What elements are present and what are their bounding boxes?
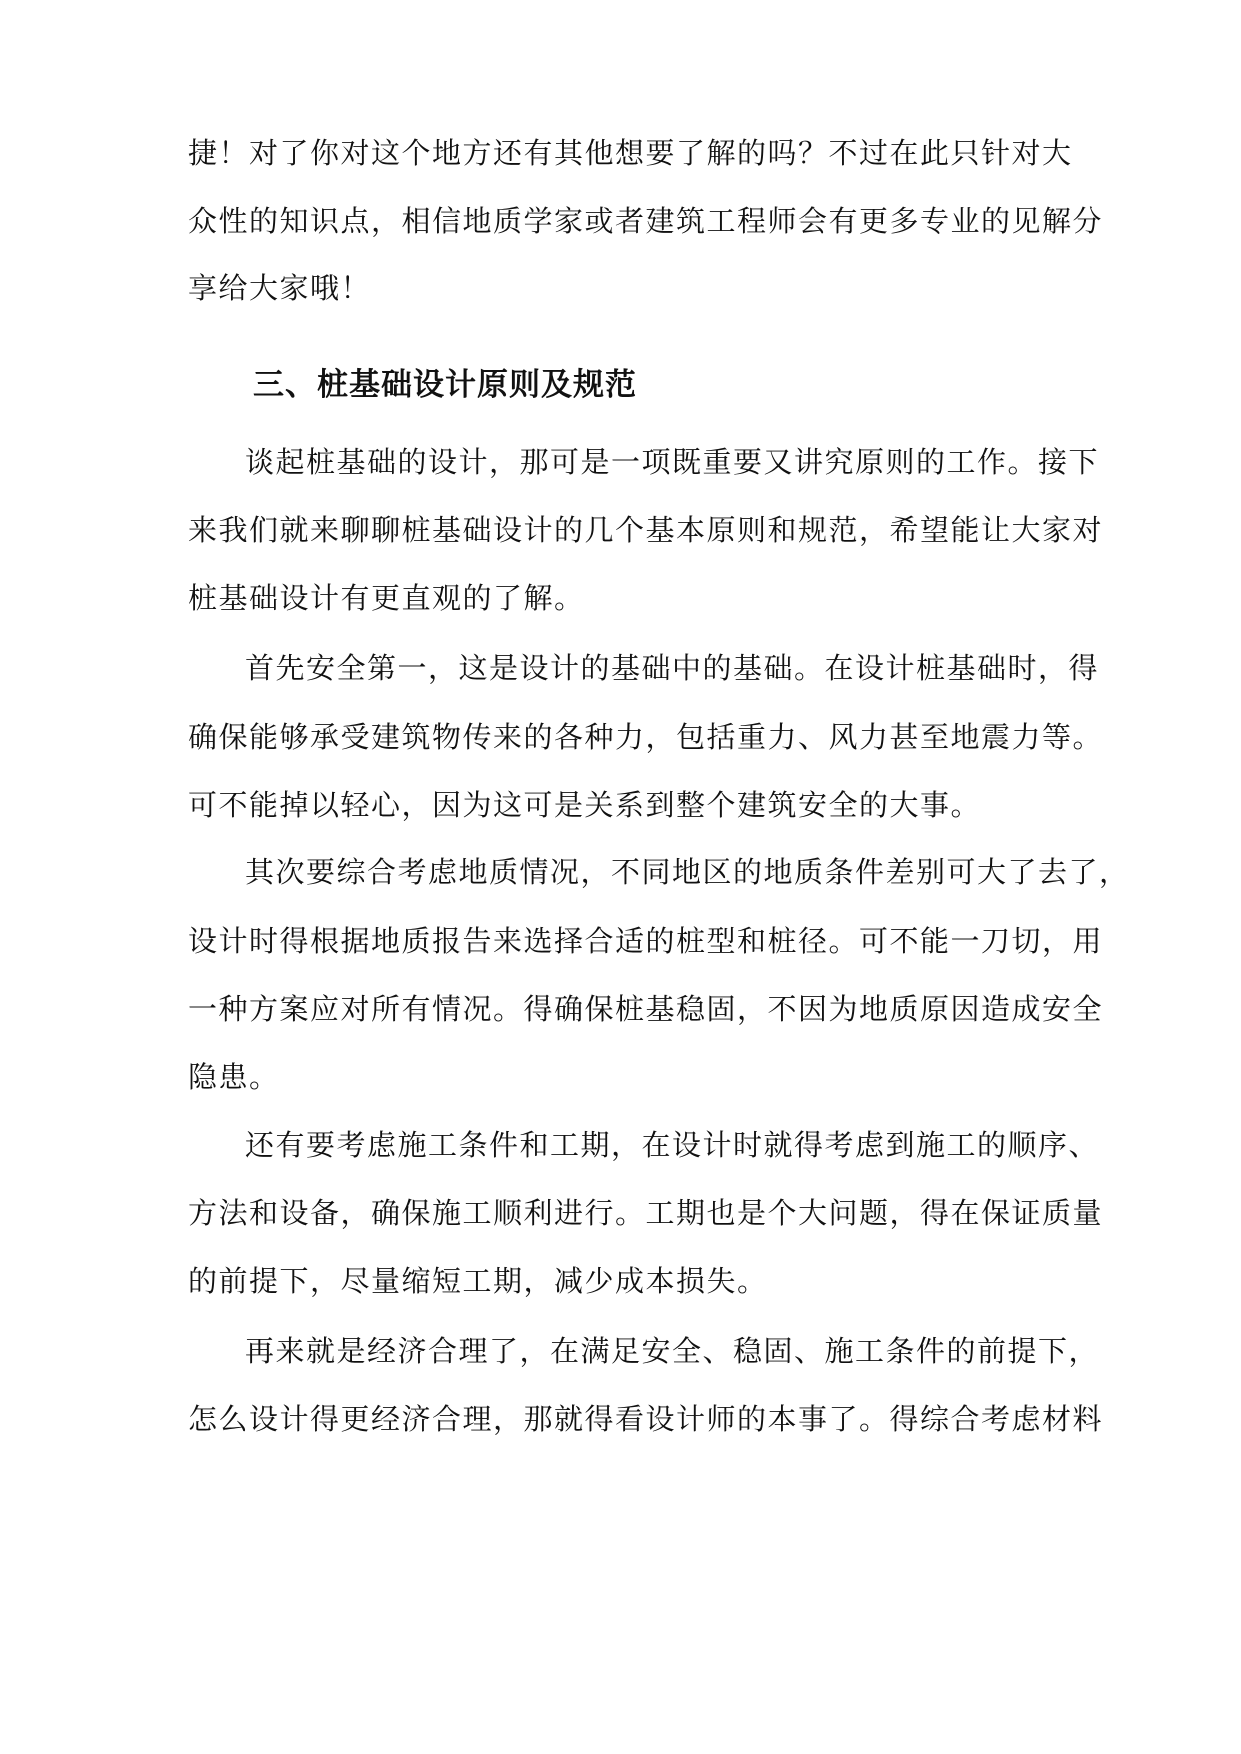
paragraph-line: 谈起桩基础的设计，那可是一项既重要又讲究原则的工作。接下 bbox=[245, 445, 1100, 479]
paragraph-line: 享给大家哦！ bbox=[188, 271, 372, 305]
paragraph-line: 一种方案应对所有情况。得确保桩基稳固，不因为地质原因造成安全 bbox=[188, 992, 1104, 1026]
paragraph-line: 的前提下，尽量缩短工期，减少成本损失。 bbox=[188, 1264, 768, 1298]
paragraph-line: 桩基础设计有更直观的了解。 bbox=[188, 581, 585, 615]
paragraph-line: 捷！对了你对这个地方还有其他想要了解的吗？不过在此只针对大 bbox=[188, 136, 1073, 170]
paragraph-line: 怎么设计得更经济合理，那就得看设计师的本事了。得综合考虑材料 bbox=[188, 1402, 1104, 1436]
paragraph-line: 首先安全第一，这是设计的基础中的基础。在设计桩基础时，得 bbox=[245, 651, 1100, 685]
paragraph-line: 设计时得根据地质报告来选择合适的桩型和桩径。可不能一刀切，用 bbox=[188, 924, 1104, 958]
paragraph-line: 来我们就来聊聊桩基础设计的几个基本原则和规范，希望能让大家对 bbox=[188, 513, 1104, 547]
paragraph-line: 其次要综合考虑地质情况，不同地区的地质条件差别可大了去了， bbox=[245, 855, 1130, 889]
paragraph-line: 方法和设备，确保施工顺利进行。工期也是个大问题，得在保证质量 bbox=[188, 1196, 1104, 1230]
paragraph-line: 可不能掉以轻心，因为这可是关系到整个建筑安全的大事。 bbox=[188, 788, 982, 822]
paragraph-line: 众性的知识点，相信地质学家或者建筑工程师会有更多专业的见解分 bbox=[188, 204, 1104, 238]
section-heading: 三、桩基础设计原则及规范 bbox=[253, 367, 637, 403]
paragraph-line: 再来就是经济合理了，在满足安全、稳固、施工条件的前提下， bbox=[245, 1334, 1100, 1368]
paragraph-line: 隐患。 bbox=[188, 1060, 280, 1094]
paragraph-line: 确保能够承受建筑物传来的各种力，包括重力、风力甚至地震力等。 bbox=[188, 720, 1104, 754]
paragraph-line: 还有要考虑施工条件和工期，在设计时就得考虑到施工的顺序、 bbox=[245, 1128, 1100, 1162]
